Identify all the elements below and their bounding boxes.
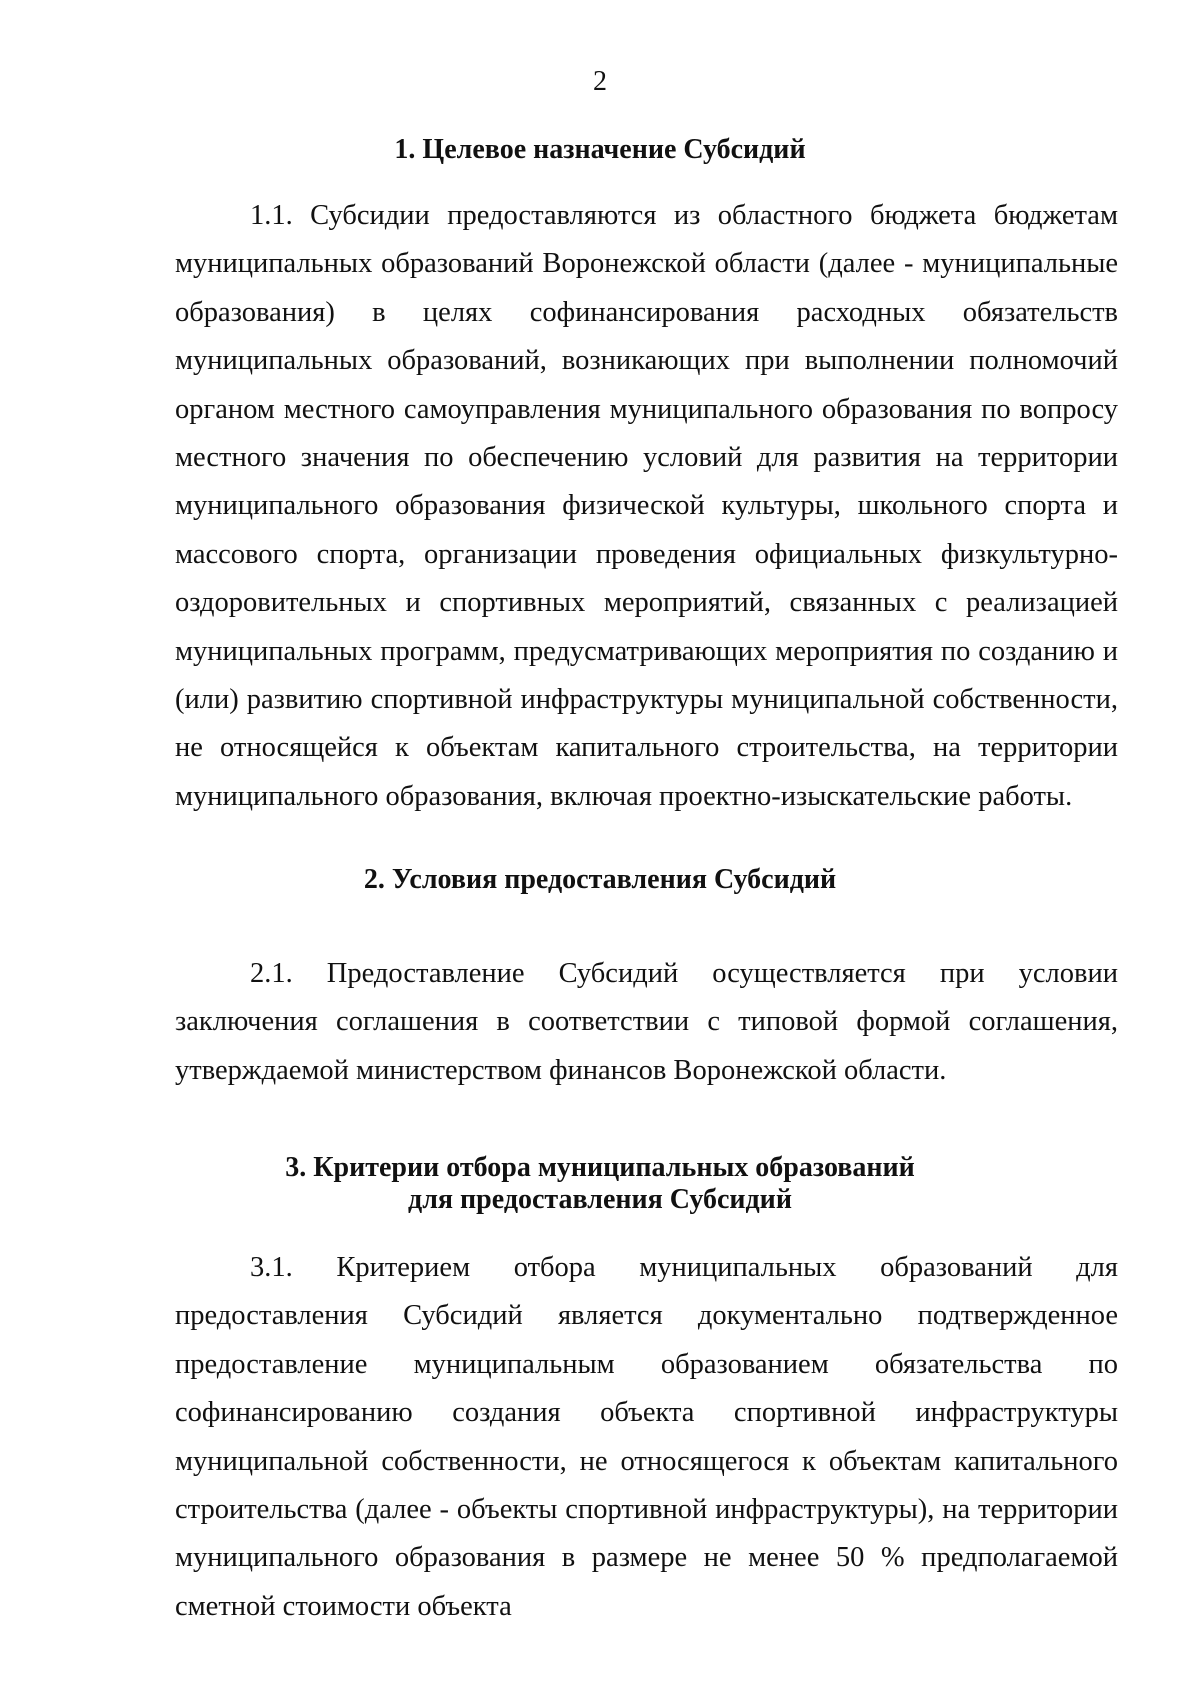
section-1-heading-line: 1. Целевое назначение Субсидий — [394, 134, 806, 165]
section-2-heading — [0, 864, 1200, 896]
paragraph-3-1: 3.1. Критерием отбора муниципальных образований для предоставления Субсидий является документально подтвержденное предоставление муниципальным образованием обязательства по софинансированию создания объекта спортивной инфраструктуры муниципальной собственности, не относящегося к объектам капитального строительства (далее - объекты спортивной инфраструктуры), на территории муниципального образования в размере не менее 50 % предполагаемой сметной стоимости объекта — [175, 1252, 1118, 1622]
section-1-heading — [0, 134, 1200, 166]
section-3-heading — [0, 1152, 1200, 1216]
section-3-heading-line-2: для предоставления Субсидий — [408, 1184, 792, 1215]
paragraph-2-1: 2.1. Предоставление Субсидий осуществляется при условии заключения соглашения в соответствии с типовой формой соглашения, утверждаемой министерством финансов Воронежской области. — [175, 958, 1118, 1086]
section-3-heading-line-1: 3. Критерии отбора муниципальных образований — [285, 1152, 915, 1183]
section-2-heading-line: 2. Условия предоставления Субсидий — [363, 864, 837, 895]
paragraph-1-1: 1.1. Субсидии предоставляются из областного бюджета бюджетам муниципальных образований Воронежской области (далее - муниципальные образования) в целях софинансирования расходных обязательств муниципальных образований, возникающих при выполнении полномочий органом местного самоуправления муниципального образования по вопросу местного значения по обеспечению условий для развития на территории муниципального образования физической культуры, школьного спорта и массового спорта, организации проведения официальных физкультурно-оздоровительных и спортивных мероприятий, связанных с реализацией муниципальных программ, предусматривающих мероприятия по созданию и (или) развитию спортивной инфраструктуры муниципальной собственности, не относящейся к объектам капитального строительства, на территории муниципального образования, включая проектно-изыскательские работы. — [175, 200, 1118, 812]
page-number: 2 — [593, 66, 607, 97]
